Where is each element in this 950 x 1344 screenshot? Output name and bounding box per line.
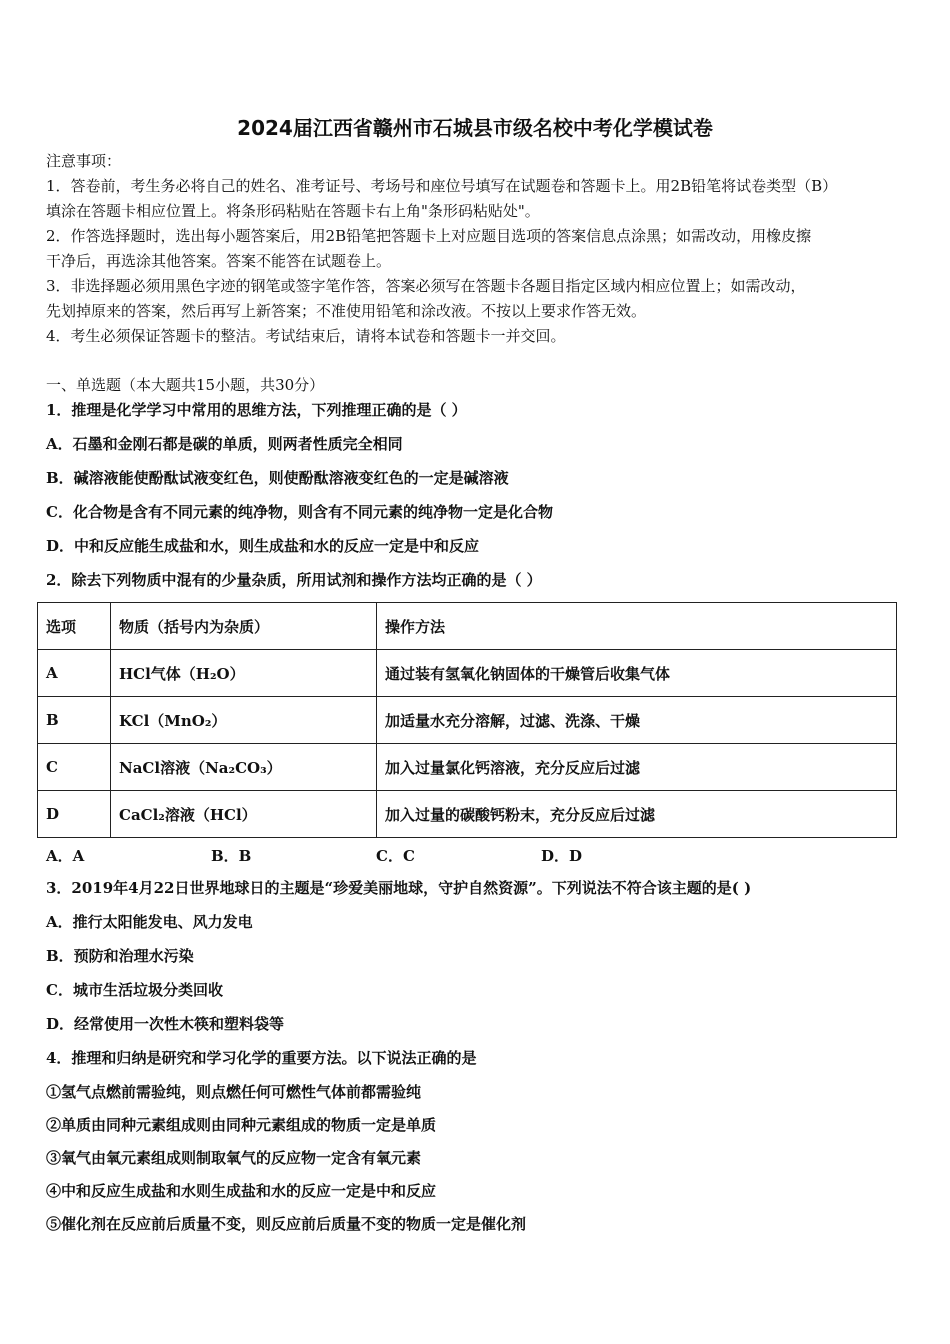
question-stem: 2．除去下列物质中混有的少量杂质，所用试剂和操作方法均正确的是（ ）	[46, 571, 542, 589]
statement-item: ②单质由同种元素组成则由同种元素组成的物质一定是单质	[46, 1116, 437, 1134]
header-cell: 物质（括号内为杂质）	[111, 603, 377, 650]
statement-item: ③氧气由氧元素组成则制取氧气的反应物一定含有氧元素	[46, 1149, 422, 1167]
table-header-row	[38, 603, 897, 650]
option-c: C．C	[376, 847, 415, 865]
option-b: B．预防和治理水污染	[46, 947, 194, 965]
table-cell: KCl（MnO₂）	[111, 697, 377, 744]
statement-item: ⑤催化剂在反应前后质量不变，则反应前后质量不变的物质一定是催化剂	[46, 1215, 527, 1233]
notice-heading: 注意事项：	[46, 152, 122, 170]
option-d: D．D	[541, 847, 583, 865]
option-b: B．碱溶液能使酚酞试液变红色，则使酚酞溶液变红色的一定是碱溶液	[46, 469, 509, 487]
option-a: A．推行太阳能发电、风力发电	[46, 913, 253, 931]
notice-line: 1．答卷前，考生务必将自己的姓名、准考证号、考场号和座位号填写在试题卷和答题卡上。用2B铅笔将试卷类型（B）	[46, 177, 838, 195]
question-stem: 1．推理是化学学习中常用的思维方法，下列推理正确的是（ ）	[46, 401, 467, 419]
table-cell: 加适量水充分溶解，过滤、洗涤、干燥	[377, 697, 897, 744]
option-a: A．石墨和金刚石都是碳的单质，则两者性质完全相同	[46, 435, 403, 453]
table-cell: 加入过量的碳酸钙粉末，充分反应后过滤	[377, 791, 897, 838]
table-cell: NaCl溶液（Na₂CO₃）	[111, 744, 377, 791]
table-cell: B	[38, 697, 111, 744]
option-c: C．城市生活垃圾分类回收	[46, 981, 223, 999]
option-a: A．A	[46, 847, 85, 865]
notice-line: 干净后，再选涂其他答案。答案不能答在试题卷上。	[46, 252, 392, 270]
option-c: C．化合物是含有不同元素的纯净物，则含有不同元素的纯净物一定是化合物	[46, 503, 553, 521]
table-cell: A	[38, 650, 111, 697]
table-row	[38, 650, 897, 697]
table-row	[38, 744, 897, 791]
table-cell: CaCl₂溶液（HCl）	[111, 791, 377, 838]
option-d: D．中和反应能生成盐和水，则生成盐和水的反应一定是中和反应	[46, 537, 480, 555]
table-row	[38, 791, 897, 838]
notice-line: 4．考生必须保证答题卡的整洁。考试结束后，请将本试卷和答题卡一并交回。	[46, 327, 566, 345]
table-row	[38, 697, 897, 744]
table-cell: D	[38, 791, 111, 838]
impurity-table	[37, 602, 897, 838]
table-cell: C	[38, 744, 111, 791]
notice-line: 先划掉原来的答案，然后再写上新答案；不准使用铅笔和涂改液。不按以上要求作答无效。	[46, 302, 647, 320]
statement-item: ①氢气点燃前需验纯，则点燃任何可燃性气体前都需验纯	[46, 1083, 422, 1101]
notice-line: 填涂在答题卡相应位置上。将条形码粘贴在答题卡右上角"条形码粘贴处"。	[46, 202, 540, 220]
option-b: B．B	[211, 847, 252, 865]
statement-item: ④中和反应生成盐和水则生成盐和水的反应一定是中和反应	[46, 1182, 437, 1200]
table-cell: 加入过量氯化钙溶液，充分反应后过滤	[377, 744, 897, 791]
option-d: D．经常使用一次性木筷和塑料袋等	[46, 1015, 285, 1033]
page-title: 2024届江西省赣州市石城县市级名校中考化学模试卷	[237, 116, 713, 140]
section-heading: 一、单选题（本大题共15小题，共30分）	[46, 376, 325, 394]
notice-line: 3．非选择题必须用黑色字迹的钢笔或签字笔作答，答案必须写在答题卡各题目指定区域内相应位置上；如需改动，	[46, 277, 806, 295]
question-stem: 3．2019年4月22日世界地球日的主题是“珍爱美丽地球，守护自然资源”。下列说法不符合该主题的是( )	[46, 879, 752, 897]
notice-line: 2．作答选择题时，选出每小题答案后，用2B铅笔把答题卡上对应题目选项的答案信息点涂黑；如需改动，用橡皮擦	[46, 227, 812, 245]
table-cell: 通过装有氢氧化钠固体的干燥管后收集气体	[377, 650, 897, 697]
table-cell: HCl气体（H₂O）	[111, 650, 377, 697]
header-cell: 选项	[38, 603, 111, 650]
question-stem: 4．推理和归纳是研究和学习化学的重要方法。以下说法正确的是	[46, 1049, 477, 1067]
header-cell: 操作方法	[377, 603, 897, 650]
